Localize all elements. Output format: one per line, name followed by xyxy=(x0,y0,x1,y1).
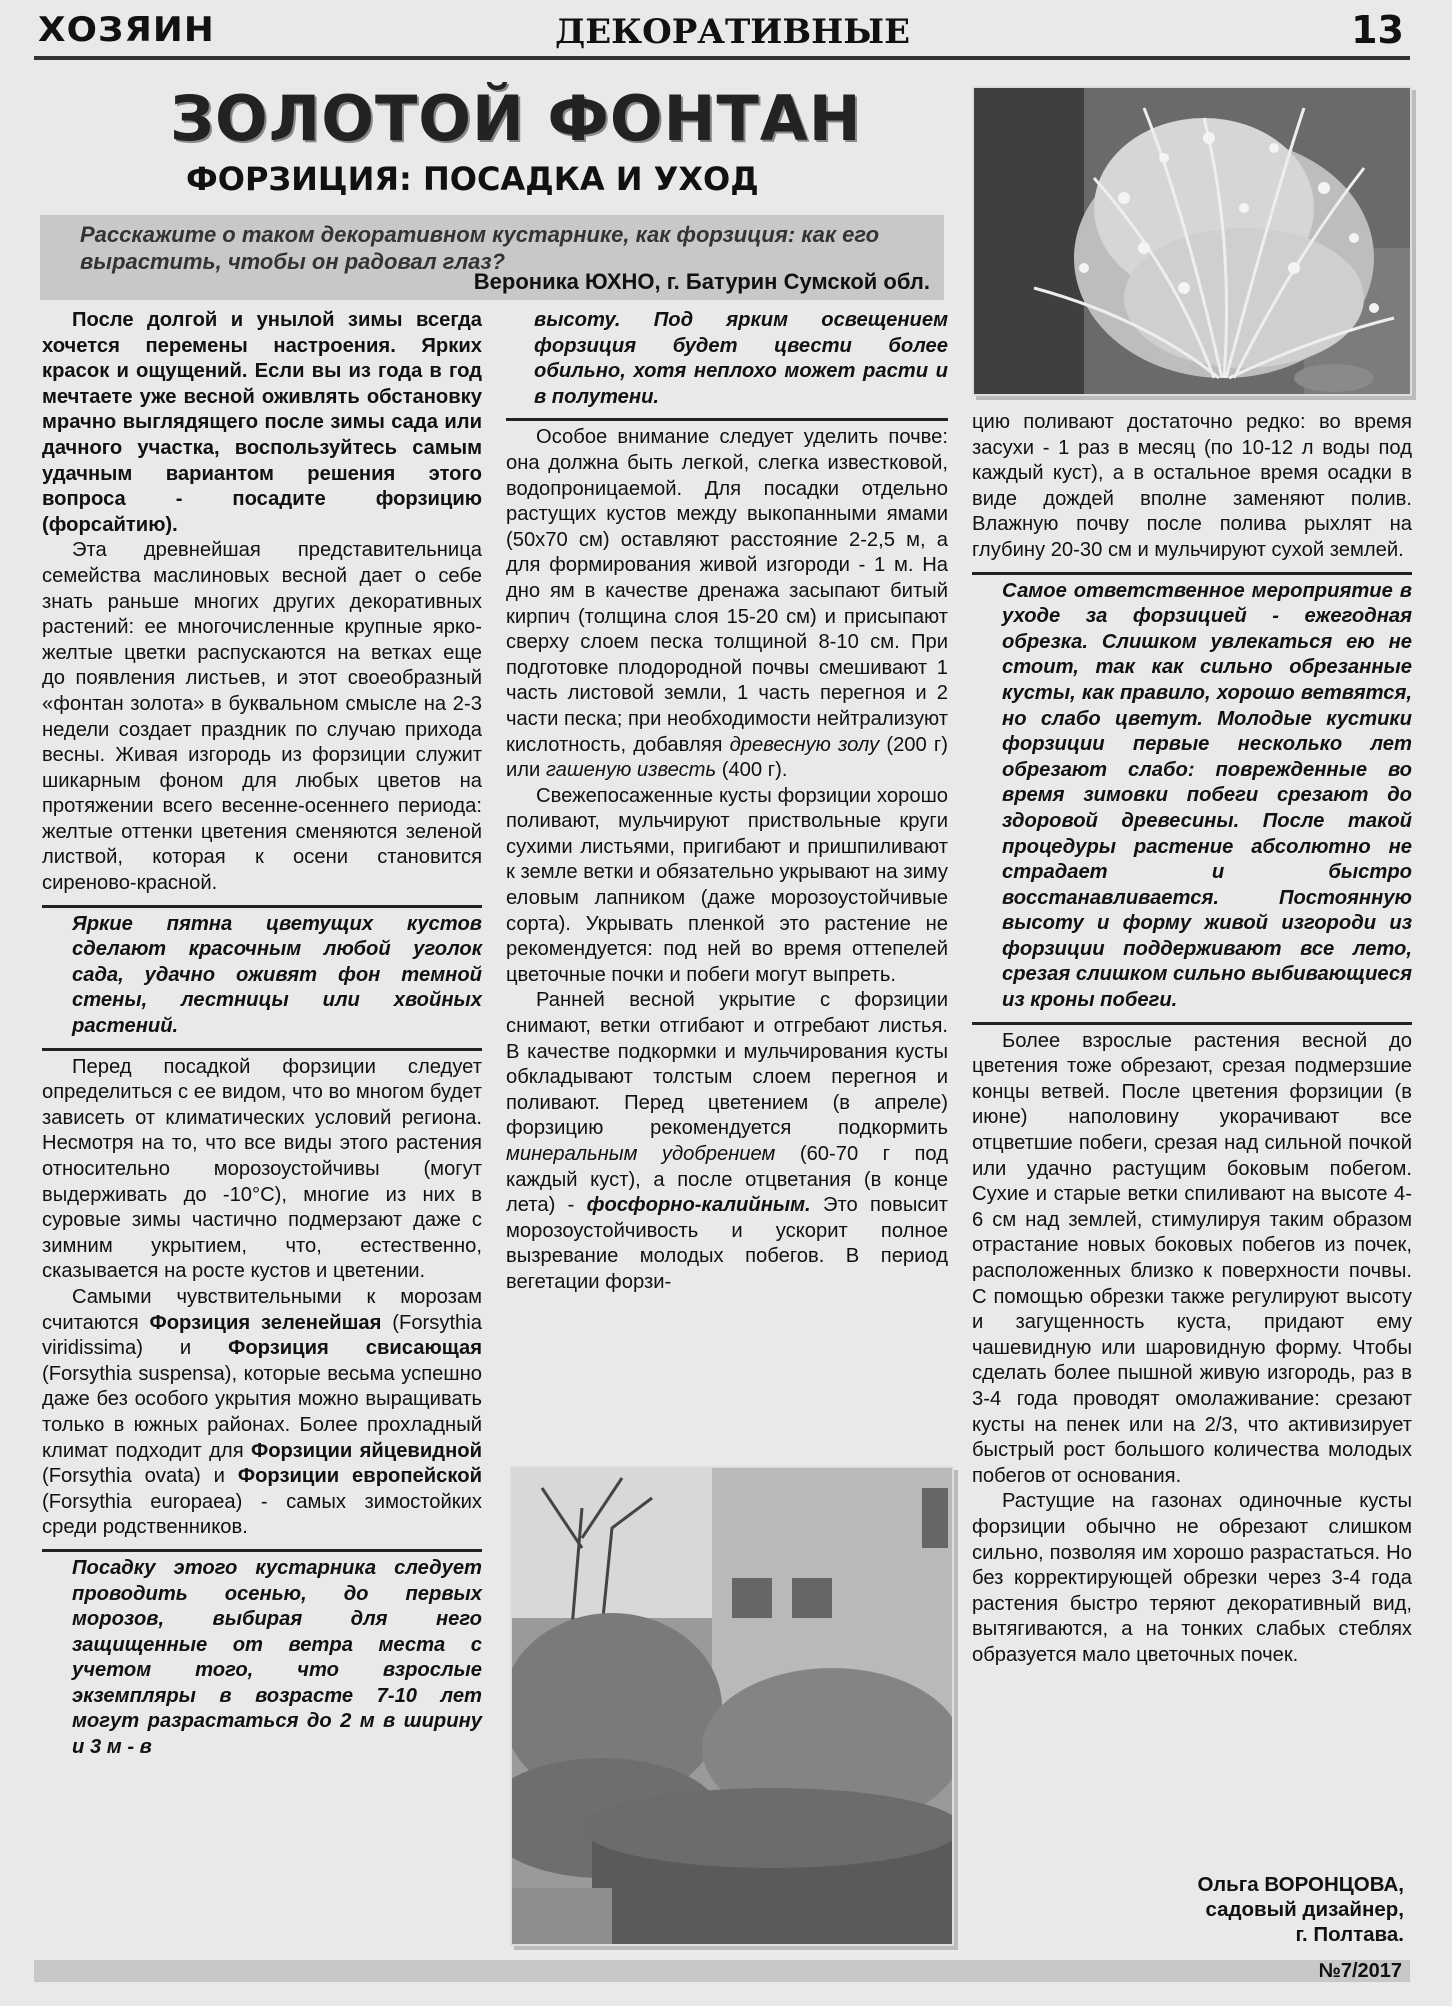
newspaper-brand: ХОЗЯИН xyxy=(38,10,215,50)
article-intro: После долгой и унылой зимы всегда хочется перемены настроения. Ярких красок и ощущений. Если вы из года в год мечтаете уже весной оживлять обстановку мрачно выглядящего после зимы сада или дачного участка, воспользуйтесь самым удачным вариантом решения этого вопроса - посадите форзицию (форсайтию). xyxy=(42,309,482,536)
species-name: Форзиции европейской xyxy=(237,1465,482,1488)
reader-question: Расскажите о таком декоративном кустарнике, как форзиция: как его вырастить, чтобы он радовал глаз? xyxy=(80,222,880,274)
page-header xyxy=(0,0,1452,58)
species-name: Форзиции яйцевидной xyxy=(250,1439,482,1462)
pull-quote-continued: высоту. Под ярким освещением форзиция будет цвести более обильно, хотя неплохо может расти и в полутени. xyxy=(534,309,948,408)
section-title: ДЕКОРАТИВНЫЕ xyxy=(555,12,911,52)
forsythia-bush-photo xyxy=(972,86,1412,396)
callout-rule-top xyxy=(42,905,482,908)
callout-rule-top xyxy=(42,1549,482,1552)
article-column-1 xyxy=(42,308,482,1761)
paragraph: Ранней весной укрытие с форзиции снимают, ветки отгибают и отгребают листья. В качестве подкормки и мульчирования кусты обкладывают толстым слоем перегноя и поливают. Перед цветением (в апреле) форзицию рекомендуется подкормить минеральным удобрением (60-70 г под каждый куст), а после отцветания (в конце лета) - фосфорно-калийным. Это повысит морозоустойчивость и ускорит полное вызревание молодых побегов. В период вегетации форзи- xyxy=(506,989,948,1293)
article-subtitle: ФОРЗИЦИЯ: ПОСАДКА И УХОД xyxy=(186,160,759,198)
hedge-photo xyxy=(510,1466,954,1946)
paragraph: Самыми чувствительными к морозам считаются Форзиция зеленейшая (Forsythia viridissima) и Форзиция свисающая (Forsythia suspensa), которые весьма успешно даже без особого укрытия можно выращивать только в южных районах. Более прохладный климат подходит для Форзиции яйцевидной (Forsythia ovata) и Форзиции европейской (Forsythia europaea) - самых зимостойких среди родственников. xyxy=(42,1285,482,1539)
callout-rule-bottom xyxy=(972,1022,1412,1025)
forsythia-bush-illustration xyxy=(974,88,1410,394)
article-column-2 xyxy=(506,308,948,1296)
author-name: Ольга ВОРОНЦОВА, xyxy=(1197,1873,1404,1896)
hedge-illustration xyxy=(512,1468,952,1944)
callout-rule-bottom xyxy=(42,1048,482,1051)
pull-quote: Самое ответственное мероприятие в уходе за форзицией - ежегодная обрезка. Слишком увлекаться ею не стоит, так как сильно обрезанные кусты, как правило, хорошо ветвятся, но слабо цветут. Молодые кустики форзиции первые несколько лет обрезают слабо: поврежденные во время зимовки побеги срезают до здоровой древесины. После такой процедуры растение абсолютно не страдает и быстро восстанавливается. Постоянную высоту и форму живой изгороди из форзиции поддерживают все лето, срезая слишком сильно выбивающиеся из кроны побеги. xyxy=(1002,579,1412,1012)
page-number: 13 xyxy=(1351,8,1404,52)
paragraph: Свежепосаженные кусты форзиции хорошо поливают, мульчируют приствольные круги сухими листьями, пригибают и пришпиливают к земле ветки и обязательно укрывают на зиму еловым лапником (даже морозоустойчивые сорта). Укрывать пленкой это растение не рекомендуется: под ней во время оттепелей цветочные почки и побеги могут выпреть. xyxy=(506,784,948,986)
issue-number: №7/2017 xyxy=(1318,1960,1402,1982)
author-role: садовый дизайнер, xyxy=(1205,1898,1404,1921)
species-name: Форзиция зеленейшая xyxy=(149,1311,382,1334)
author-signature xyxy=(1197,1872,1404,1947)
reader-question-box xyxy=(40,215,944,300)
question-author: Вероника ЮХНО, г. Батурин Сумской обл. xyxy=(473,269,930,294)
paragraph: Растущие на газонах одиночные кусты форзиции обычно не обрезают слишком сильно, позволяя им хорошо разрастаться. Но без корректирующей обрезки через 3-4 года растения быстро теряют декоративный вид, вытягиваются, а на тонких слабых стеблях образуется мало цветочных почек. xyxy=(972,1490,1412,1666)
callout-rule-bottom xyxy=(506,418,948,421)
paragraph: Особое внимание следует уделить почве: она должна быть легкой, слегка известковой, водопроницаемой. Для посадки отдельно растущих кустов между выкопанными ямами (50х70 см) оставляют расстояние 2-2,5 м, а для формирования живой изгороди - 1 м. На дно ям в качестве дренажа засыпают битый кирпич (толщина слоя 15-20 см) и присыпают сверху слоем песка толщиной 8-10 см. При подготовке плодородной почвы смешивают 1 часть листовой земли, 1 часть перегноя и 2 части песка; при необходимости нейтрализуют кислотность, добавляя древесную золу (200 г) или гашеную известь (400 г). xyxy=(506,426,948,782)
species-name: Форзиция свисающая xyxy=(228,1337,482,1360)
paragraph: Эта древнейшая представительница семейства маслиновых весной дает о себе знать раньше многих других декоративных растений: ее многочисленные крупные ярко-желтые цветки распускаются на ветках еще до появления листьев, и этот своеобразный «фонтан золота» в буквальном смысле на 2-3 недели создает праздник по случаю прихода весны. Живая изгородь из форзиции служит шикарным фоном для любых цветов на протяжении всего весенне-осеннего периода: желтые оттенки цветения сменяются зеленой листвой, которая к осени становится сиреново-красной. xyxy=(42,539,482,895)
pull-quote: Посадку этого кустарника следует проводить осенью, до первых морозов, выбирая для него защищенные от ветра места с учетом того, что взрослые экземпляры в возрасте 7-10 лет могут разрастаться до 2 м в ширину и 3 м - в xyxy=(72,1556,482,1759)
paragraph: Более взрослые растения весной до цветения тоже обрезают, срезая подмерзшие концы ветвей. После цветения форзиции (в июне) наполовину укорачивают все отцветшие побеги, срезая над сильной почкой или удачно растущим боковым побегом. Сухие и старые ветки спиливают на высоте 4-6 см над землей, стимулируя таким образом отрастание новых боковых побегов из почек, расположенных близко к поверхности почвы. С помощью обрезки также регулируют высоту и загущенность куста, придают ему чашевидную или шаровидную форму. Чтобы сделать более пышной живую изгородь, раз в 3-4 года проводят омолаживание: срезают кусты на пенек или на 2/3, что активизирует быстрый рост большого количества молодых побегов от основания. xyxy=(972,1029,1412,1487)
paragraph: Перед посадкой форзиции следует определиться с ее видом, что во многом будет зависеть от климатических условий региона. Несмотря на то, что все виды этого растения относительно морозоустойчивы (могут выдерживать до -10°С), многие из них в суровые зимы частично подмерзают даже с зимним укрытием, что, естественно, сказывается на росте кустов и цветении. xyxy=(42,1055,482,1283)
callout-rule-top xyxy=(972,572,1412,575)
footer-bar xyxy=(34,1960,1410,1982)
pull-quote: Яркие пятна цветущих кустов сделают красочным любой уголок сада, удачно оживят фон темной стены, лестницы или хвойных растений. xyxy=(72,912,482,1038)
paragraph: цию поливают достаточно редко: во время засухи - 1 раз в месяц (по 10-12 л воды под каждый куст), а в остальное время осадки в виде дождей вполне заменяют полив. Влажную почву после полива рыхлят на глубину 20-30 см и мульчируют сухой землей. xyxy=(972,411,1412,561)
article-column-3 xyxy=(972,410,1412,1669)
article-title: ЗОЛОТОЙ ФОНТАН xyxy=(170,82,862,155)
author-city: г. Полтава. xyxy=(1295,1923,1404,1946)
header-rule xyxy=(34,56,1410,60)
